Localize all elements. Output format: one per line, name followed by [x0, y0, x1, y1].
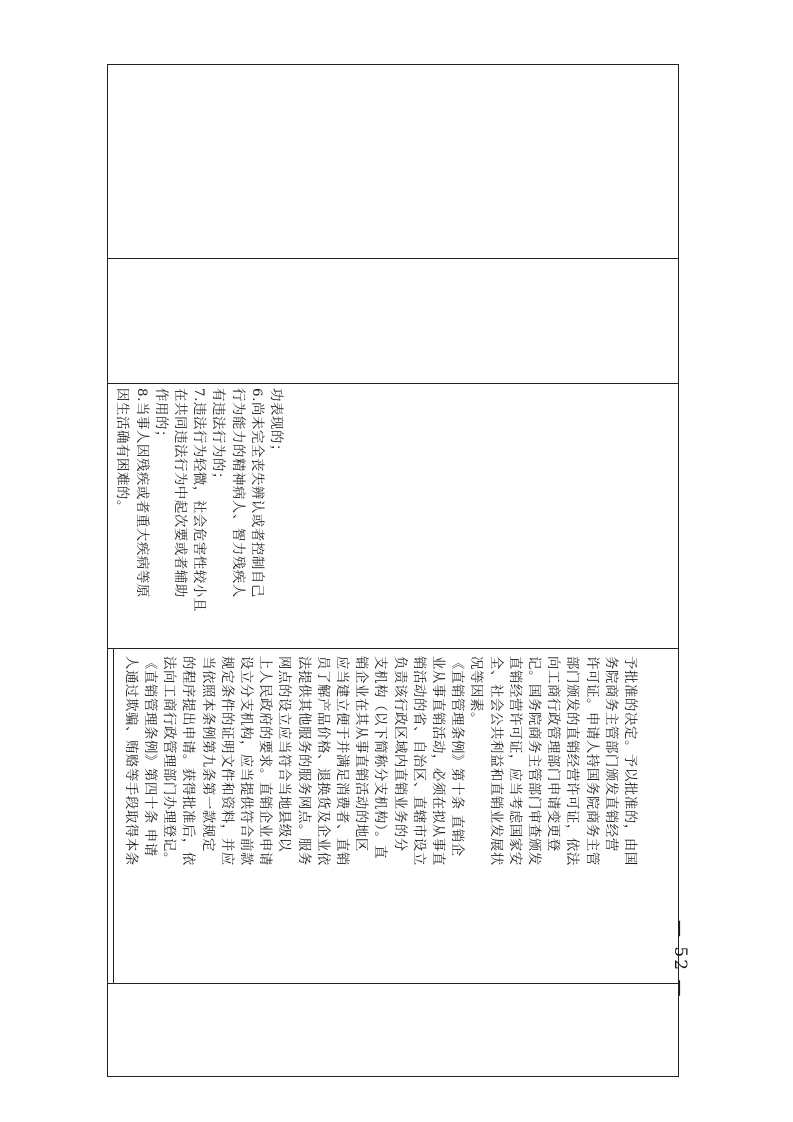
text-line: 6.尚未完全丧失辨认或者控制自己 — [248, 388, 264, 598]
discretion-cell — [112, 388, 285, 648]
text-line: 在共同违法行为中起次要或者辅助 — [171, 388, 187, 598]
text-line: 予批准的决定。予以批准的，由国 — [622, 656, 637, 866]
text-line: 7.违法行为轻微，社会危害性较小且 — [191, 388, 207, 612]
text-line: 因生活确有困难的。 — [114, 388, 130, 514]
text-line: 法向工商行政管理部门办理登记。 — [161, 656, 177, 866]
text-line: 网点的设立应当符合当地县级以 — [276, 656, 292, 852]
text-line: 支机构（以下简称分支机构）。直 — [372, 656, 388, 860]
text-line: 向工商行政管理部门申请变更登 — [545, 656, 561, 852]
text-line: 规定条件的证明文件和资料，并应 — [218, 656, 234, 866]
row-divider-2 — [107, 383, 679, 384]
text-line: 《直销管理条例》第四十条 申请 — [141, 656, 157, 857]
text-line: 务院商务主管部门颁发直销经营 — [602, 656, 618, 852]
inner-column-border — [113, 648, 114, 983]
text-line: 上人民政府的要求。直销企业申请 — [257, 656, 273, 866]
text-line: 销活动的省、自治区、直辖市设立 — [410, 656, 426, 866]
text-line: 设立分支机构，应当提供符合前款 — [237, 656, 253, 866]
text-line: 全、社会公共利益和直销业发展状 — [487, 656, 503, 866]
text-line: 应当建立便于并满足消费者、直销 — [333, 656, 349, 866]
text-line: 《直销管理条例》第十条 直销企 — [449, 656, 465, 857]
text-line: 员了解产品价格、退换货及企业依 — [314, 656, 330, 866]
row-divider-1 — [107, 258, 679, 259]
text-line: 有违法行为的； — [210, 388, 226, 486]
text-line: 的程序提出申请。获得批准后，依 — [180, 656, 196, 866]
text-line: 8.当事人因残疾或者重大疾病等原 — [133, 388, 149, 598]
legal-basis-cell — [121, 656, 639, 986]
page-number: — 52 — — [670, 920, 690, 999]
text-line: 记。国务院商务主管部门审查颁发 — [525, 656, 541, 866]
text-line: 直销经营许可证，应当考虑国家安 — [506, 656, 522, 866]
text-line: 负责该行政区域内直销业务的分 — [391, 656, 407, 852]
text-line: 销企业在其从事直销活动的地区 — [353, 656, 369, 852]
text-line: 法提供其他服务的服务网点。服务 — [295, 656, 311, 866]
text-line: 行为能力的精神病人、智力残疾人 — [229, 388, 245, 598]
text-line: 许可证。申请人持国务院商务主管 — [583, 656, 599, 866]
text-line: 作用的； — [152, 388, 168, 444]
text-line: 人通过欺骗、贿赂等手段取得本条 — [122, 656, 138, 866]
text-line: 部门颁发的直销经营许可证，依法 — [564, 656, 580, 866]
text-line: 况等因素。 — [468, 656, 484, 726]
row-divider-3 — [107, 648, 679, 649]
text-line: 业从事直销活动，必须在拟从事直 — [429, 656, 445, 866]
text-line: 当依照本条例第九条第一款规定 — [199, 656, 215, 852]
text-line: 功表现的； — [268, 388, 283, 458]
